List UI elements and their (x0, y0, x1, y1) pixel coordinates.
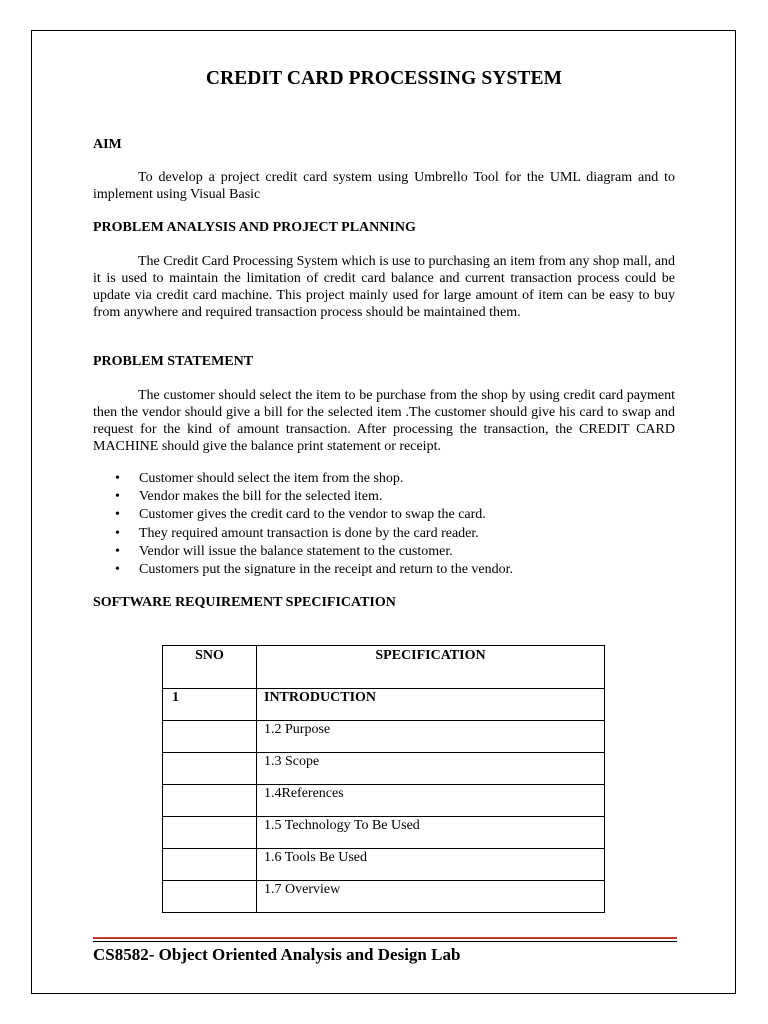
analysis-text: The Credit Card Processing System which is use to purchasing an item from any shop mall, and it is used to maintain the limitation of credit card balance and current transaction process could be update via credit card machine. This project mainly used for large amount of item can be easy to buy from anywhere and required transaction process should be maintained them. (93, 254, 675, 320)
cell-sno (163, 817, 257, 849)
srs-heading: SOFTWARE REQUIREMENT SPECIFICATION (93, 595, 396, 610)
table-row (163, 753, 605, 785)
cell-sno: 1 (163, 689, 257, 721)
cell-sno (163, 785, 257, 817)
footer-course-title: CS8582- Object Oriented Analysis and Design Lab (93, 945, 461, 964)
statement-heading: PROBLEM STATEMENT (93, 354, 254, 369)
document-title: CREDIT CARD PROCESSING SYSTEM (205, 68, 563, 89)
cell-spec: 1.6 Tools Be Used (257, 849, 605, 881)
table-row (163, 817, 605, 849)
table-header-row (163, 646, 605, 689)
table-row (163, 721, 605, 753)
aim-text: To develop a project credit card system using Umbrello Tool for the UML diagram and to implement using Visual Basic (93, 170, 675, 202)
column-header-specification: SPECIFICATION (257, 646, 605, 689)
list-item: • Customers put the signature in the receipt and return to the vendor. (93, 561, 675, 579)
list-item: • Vendor will issue the balance statement to the customer. (93, 543, 675, 561)
table-row (163, 881, 605, 913)
cell-sno (163, 849, 257, 881)
analysis-heading: PROBLEM ANALYSIS AND PROJECT PLANNING (93, 220, 416, 235)
list-item: • They required amount transaction is done by the card reader. (93, 525, 675, 543)
cell-spec: INTRODUCTION (257, 689, 605, 721)
table-row (163, 785, 605, 817)
table-row (163, 849, 605, 881)
cell-spec: 1.4References (257, 785, 605, 817)
cell-sno (163, 721, 257, 753)
statement-bullet-list (93, 470, 675, 579)
list-item: • Customer gives the credit card to the vendor to swap the card. (93, 506, 675, 524)
footer-rule-red (93, 937, 677, 939)
statement-section (93, 387, 675, 455)
spec-table (162, 645, 605, 913)
aim-section (93, 169, 675, 203)
cell-sno (163, 881, 257, 913)
aim-heading: AIM (93, 137, 122, 152)
table-row (163, 689, 605, 721)
statement-text: The customer should select the item to be purchase from the shop by using credit card payment then the vendor should give a bill for the selected item .The customer should give his card to swap and request for the kind of amount transaction. After processing the transaction, the CREDIT CARD MACHINE should give the balance print statement or receipt. (93, 388, 675, 454)
list-item: • Customer should select the item from the shop. (93, 470, 675, 488)
analysis-section (93, 253, 675, 321)
cell-spec: 1.3 Scope (257, 753, 605, 785)
cell-spec: 1.5 Technology To Be Used (257, 817, 605, 849)
footer-rule-black (93, 941, 677, 942)
column-header-sno: SNO (163, 646, 257, 689)
cell-spec: 1.2 Purpose (257, 721, 605, 753)
cell-spec: 1.7 Overview (257, 881, 605, 913)
cell-sno (163, 753, 257, 785)
list-item: • Vendor makes the bill for the selected item. (93, 488, 675, 506)
